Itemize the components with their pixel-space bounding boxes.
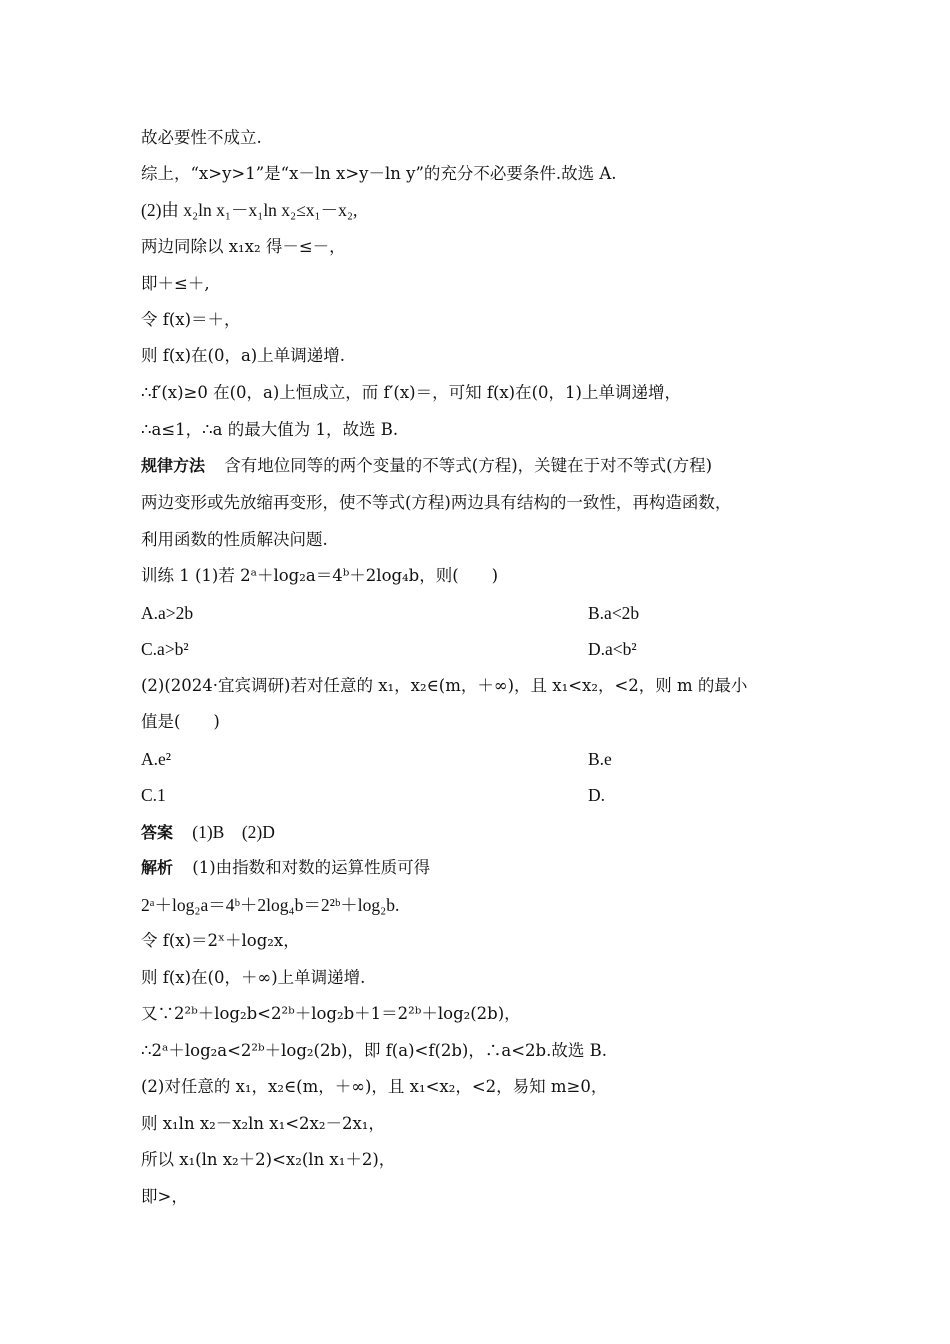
text-line: 则 f(x)在(0，＋∞)上单调递增. <box>141 968 366 987</box>
analysis-text: (1)由指数和对数的运算性质可得 <box>192 858 431 877</box>
text-line: 即>， <box>141 1187 188 1206</box>
text-line: 则 f(x)在(0，a)上单调递增. <box>141 346 345 365</box>
option-b: B.a<2b <box>588 603 640 623</box>
option-c: C.1 <box>141 785 166 805</box>
text-line: 利用函数的性质解决问题. <box>141 530 328 549</box>
analysis-line <box>141 856 831 880</box>
text-line: 令 f(x)＝2ˣ＋log₂x， <box>141 931 300 950</box>
text-line: 则 x₁ln x₂－x₂ln x₁<2x₂－2x₁， <box>141 1114 385 1133</box>
method-label: 规律方法 <box>141 456 206 475</box>
option-a: A.a>2b <box>141 603 194 623</box>
text-line: (2)由 x₂ln x₁－x₁ln x₂≤x₁－x₂, <box>141 200 358 220</box>
text-line: ∴a≤1，∴a 的最大值为 1，故选 B. <box>141 420 399 439</box>
text-line: 两边变形或先放缩再变形，使不等式(方程)两边具有结构的一致性，再构造函数， <box>141 493 732 512</box>
text-line: 令 f(x)＝＋， <box>141 310 241 329</box>
text-line: 综上，“x>y>1”是“x－ln x>y－ln y”的充分不必要条件.故选 A. <box>141 164 617 183</box>
text-line: 所以 x₁(ln x₂＋2)<x₂(ln x₁＋2)， <box>141 1150 396 1169</box>
exercise-question: (2)(2024·宜宾调研)若对任意的 x₁，x₂∈(m，＋∞)，且 x₁<x₂，<2，则 m 的最小 <box>141 676 748 695</box>
analysis-label: 解析 <box>141 858 174 877</box>
answer-line <box>141 820 831 845</box>
option-d: D.a<b² <box>588 639 637 659</box>
answer-label: 答案 <box>141 823 174 842</box>
option-b: B.e <box>588 749 612 769</box>
answer-text: (1)B (2)D <box>192 822 275 842</box>
option-row <box>141 637 831 661</box>
method-paragraph <box>141 454 831 478</box>
option-row <box>141 783 831 807</box>
option-d: D. <box>588 785 606 805</box>
text-line: ∴f′(x)≥0 在(0，a)上恒成立，而 f′(x)＝，可知 f(x)在(0，1)上单调递增， <box>141 383 681 402</box>
text-line: 即＋≤＋, <box>141 274 210 293</box>
method-text: 含有地位同等的两个变量的不等式(方程)，关键在于对不等式(方程) <box>224 456 713 475</box>
text-line: 值是( ) <box>141 712 220 731</box>
text-line: (2)对任意的 x₁，x₂∈(m，＋∞)，且 x₁<x₂，<2，易知 m≥0， <box>141 1077 608 1096</box>
text-line: 两边同除以 x₁x₂ 得－≤－， <box>141 237 346 256</box>
text-line: 2ᵃ＋log₂a＝4ᵇ＋2log₄b＝2²ᵇ＋log₂b. <box>141 895 400 915</box>
option-a: A.e² <box>141 749 172 769</box>
text-line: ∴2ᵃ＋log₂a<2²ᵇ＋log₂(2b)，即 f(a)<f(2b)，∴a<2b.故选 B. <box>141 1041 607 1060</box>
option-row <box>141 747 831 771</box>
option-c: C.a>b² <box>141 639 189 659</box>
text-line: 又∵2²ᵇ＋log₂b<2²ᵇ＋log₂b＋1＝2²ᵇ＋log₂(2b)， <box>141 1004 521 1023</box>
text-line: 故必要性不成立. <box>141 128 262 147</box>
option-row <box>141 601 831 625</box>
exercise-question: 训练 1 (1)若 2ᵃ＋log₂a＝4ᵇ＋2log₄b，则( ) <box>141 566 499 585</box>
